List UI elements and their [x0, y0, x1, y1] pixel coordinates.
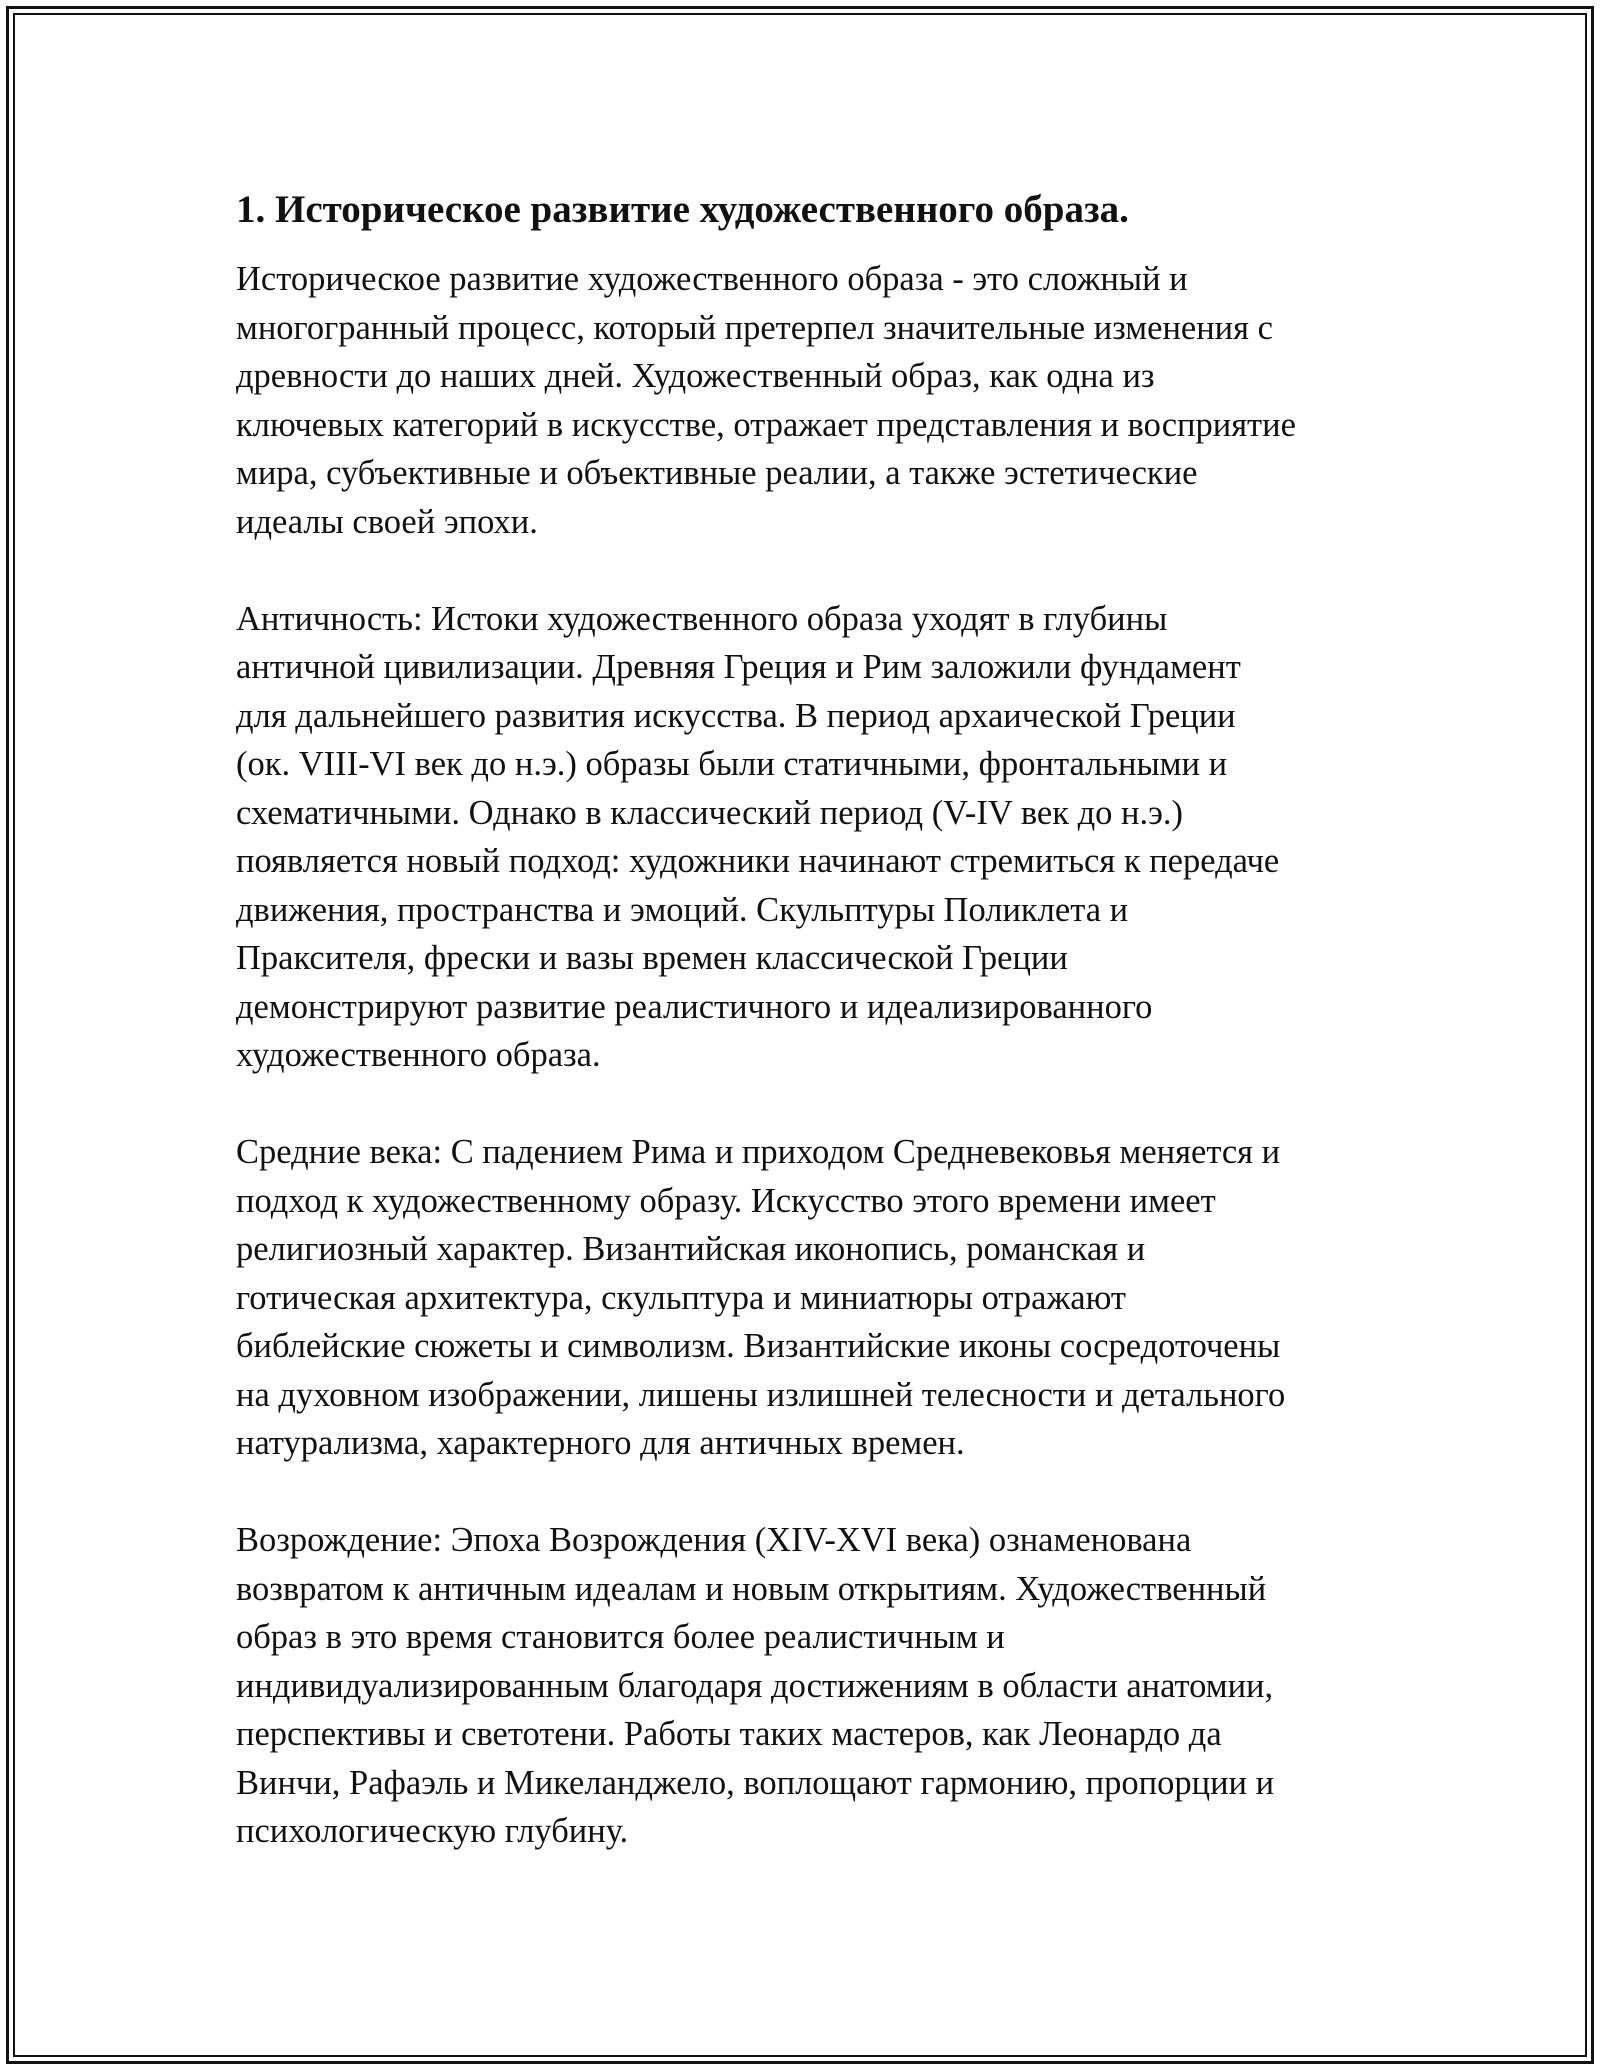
text-line: Праксителя, фрески и вазы времен классической Греции	[236, 939, 1068, 977]
text-line: на духовном изображении, лишены излишней телесности и детального	[236, 1375, 1286, 1414]
text-line: схематичными. Однако в классический период (V-IV век до н.э.)	[236, 793, 1184, 832]
text-line: древности до наших дней. Художественный образ, как одна из	[236, 357, 1155, 395]
text-line: религиозный характер. Византийская иконопись, романская и	[236, 1230, 1146, 1268]
text-line: перспективы и светотени. Работы таких мастеров, как Леонардо да	[236, 1715, 1222, 1753]
text-line: движения, пространства и эмоций. Скульптуры Поликлета и	[236, 890, 1129, 929]
text-line: античной цивилизации. Древняя Греция и Рим заложили фундамент	[236, 648, 1241, 686]
document-body	[236, 185, 1376, 1856]
text-line: художественного образа.	[236, 1036, 601, 1074]
text-line: образ в это время становится более реалистичным и	[236, 1618, 1005, 1656]
text-line: Винчи, Рафаэль и Микеланджело, воплощают гармонию, пропорции и	[236, 1763, 1275, 1802]
text-line: мира, субъективные и объективные реалии, а также эстетические	[236, 454, 1198, 492]
paragraph-intro	[236, 255, 1376, 546]
text-line: идеалы своей эпохи.	[236, 502, 538, 541]
paragraph-middle-ages	[236, 1128, 1376, 1468]
text-line: появляется новый подход: художники начинают стремиться к передаче	[236, 842, 1280, 880]
text-line: Средние века: С падением Рима и приходом Средневековья меняется и	[236, 1133, 1281, 1171]
section-heading: 1. Историческое развитие художественного образа.	[236, 188, 1129, 231]
text-line: готическая архитектура, скульптура и миниатюры отражают	[236, 1278, 1126, 1317]
paragraph-antiquity	[236, 595, 1376, 1080]
text-line: демонстрируют развитие реалистичного и идеализированного	[236, 987, 1153, 1026]
text-line: Возрождение: Эпоха Возрождения (XIV-XVI века) ознаменована	[236, 1521, 1192, 1559]
text-line: библейские сюжеты и символизм. Византийские иконы сосредоточены	[236, 1327, 1281, 1365]
paragraph-renaissance	[236, 1516, 1376, 1856]
text-line: многогранный процесс, который претерпел значительные изменения с	[236, 308, 1273, 347]
text-line: психологическую глубину.	[236, 1812, 629, 1850]
text-line: для дальнейшего развития искусства. В период архаической Греции	[236, 696, 1236, 735]
text-line: Историческое развитие художественного образа - это сложный и	[236, 260, 1188, 298]
text-line: Античность: Истоки художественного образа уходят в глубины	[236, 599, 1168, 638]
text-line: возвратом к античным идеалам и новым открытиям. Художественный	[236, 1569, 1267, 1608]
text-line: ключевых категорий в искусстве, отражает представления и восприятие	[236, 405, 1296, 444]
text-line: подход к художественному образу. Искусство этого времени имеет	[236, 1181, 1216, 1220]
text-line: (ок. VIII-VI век до н.э.) образы были статичными, фронтальными и	[236, 745, 1228, 783]
text-line: индивидуализированным благодаря достижениям в области анатомии,	[236, 1666, 1274, 1705]
text-line: натурализма, характерного для античных времен.	[236, 1424, 965, 1462]
